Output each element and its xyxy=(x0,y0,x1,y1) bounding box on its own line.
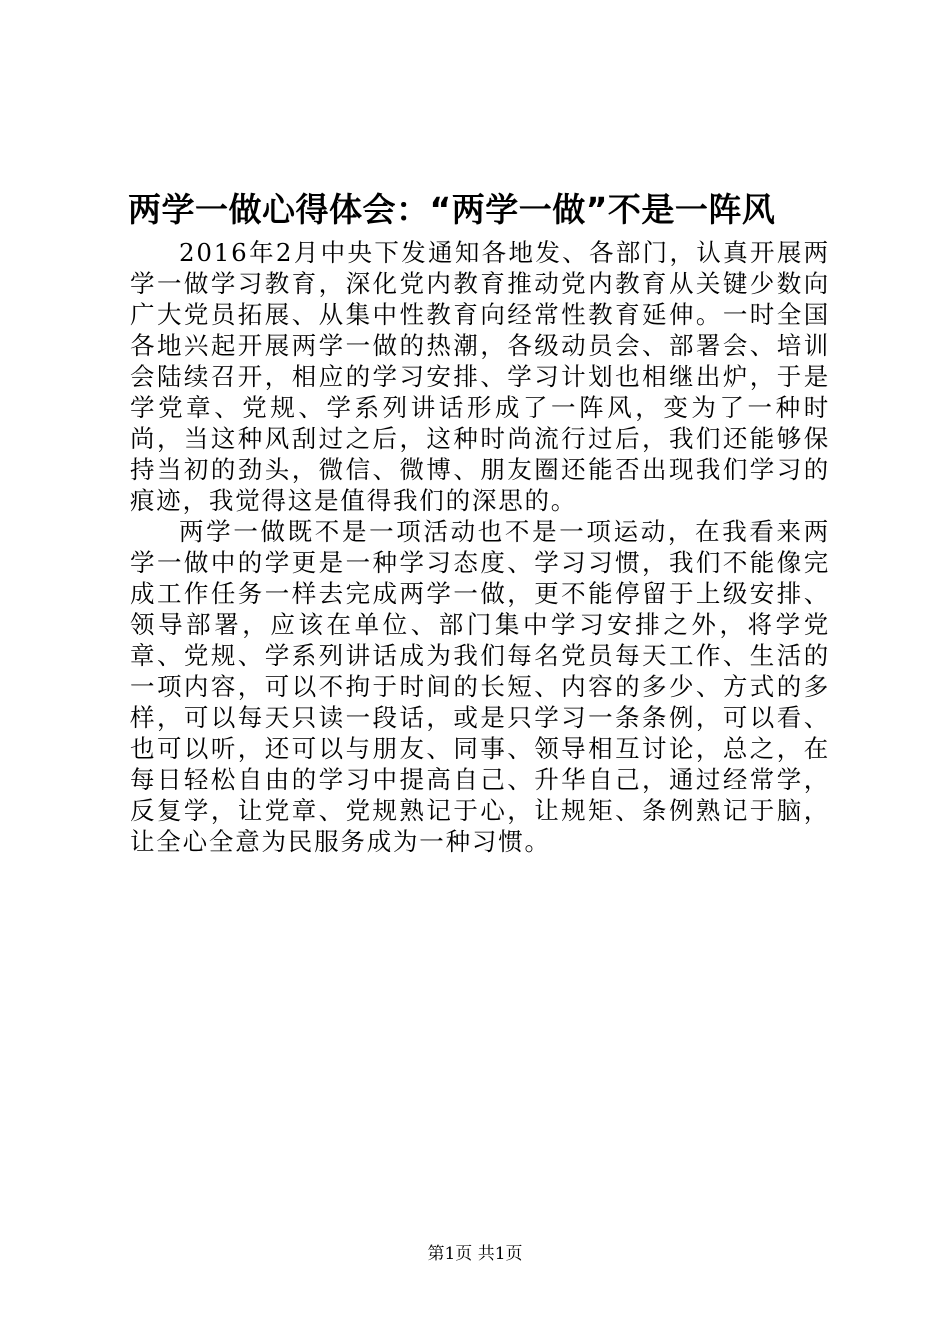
document-title: 两学一做心得体会：“两学一做”不是一阵风 xyxy=(128,190,776,229)
document-body xyxy=(130,237,830,857)
page-footer: 第1页 共1页 xyxy=(427,1244,523,1264)
paragraph-2: 两学一做既不是一项活动也不是一项运动，在我看来两学一做中的学更是一种学习态度、学习习惯，我们不能像完成工作任务一样去完成两学一做，更不能停留于上级安排、领导部署，应该在单位、部门集中学习安排之外，将学党章、党规、学系列讲话成为我们每名党员每天工作、生活的一项内容，可以不拘于时间的长短、内容的多少、方式的多样，可以每天只读一段话，或是只学习一条条例，可以看、也可以听，还可以与朋友、同事、领导相互讨论，总之，在每日轻松自由的学习中提高自己、升华自己，通过经常学，反复学，让党章、党规熟记于心，让规矩、条例熟记于脑，让全心全意为民服务成为一种习惯。 xyxy=(130,517,830,856)
paragraph-1: 2016年2月中央下发通知各地发、各部门，认真开展两学一做学习教育，深化党内教育推动党内教育从关键少数向广大党员拓展、从集中性教育向经常性教育延伸。一时全国各地兴起开展两学一做的热潮，各级动员会、部署会、培训会陆续召开，相应的学习安排、学习计划也相继出炉，于是学党章、党规、学系列讲话形成了一阵风，变为了一种时尚，当这种风刮过之后，这种时尚流行过后，我们还能够保持当初的劲头，微信、微博、朋友圈还能否出现我们学习的痕迹，我觉得这是值得我们的深思的。 xyxy=(130,238,830,515)
